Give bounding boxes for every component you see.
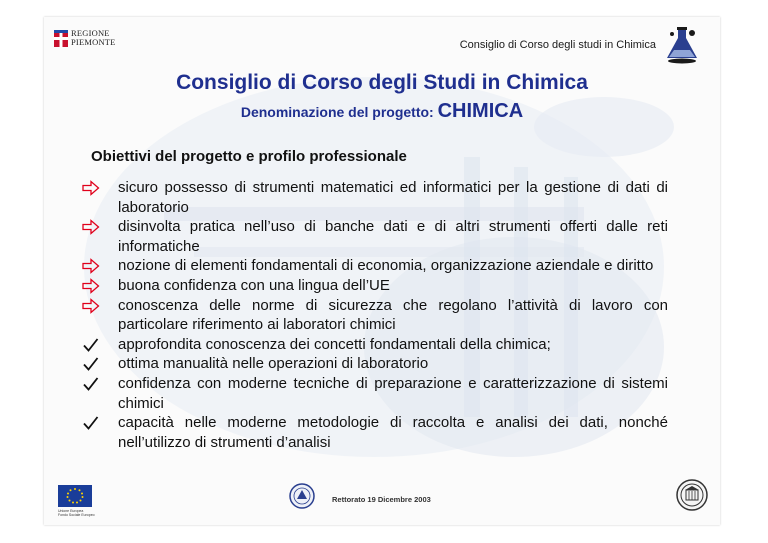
arrow-icon: [82, 298, 100, 314]
list-item-text: confidenza con moderne tecniche di preparazione e caratterizzazione di sistemi chimici: [118, 374, 668, 412]
list-item: [82, 276, 668, 296]
arrow-icon: [82, 278, 100, 294]
logo-line-1: REGIONE: [71, 28, 110, 38]
arrow-icon: [82, 258, 100, 274]
logo-line-2: PIEMONTE: [71, 37, 116, 47]
project-name-value: CHIMICA: [437, 100, 524, 122]
list-item-text: buona confidenza con una lingua dell’UE: [118, 276, 390, 294]
regione-piemonte-logo: [54, 27, 124, 49]
check-icon: [82, 415, 100, 431]
eu-flag-icon: [58, 485, 92, 507]
footer-caption: Rettorato 19 Dicembre 2003: [332, 495, 431, 504]
list-item: [82, 296, 668, 335]
list-item-text: capacità nelle moderne metodologie di raccolta e analisi dei dati, nonché nell’utilizzo di strumenti d’analisi: [118, 414, 668, 451]
list-item-text: disinvolta pratica nell’uso di banche dati e di altri strumenti offerti dalle reti informatiche: [118, 218, 668, 255]
project-name-label: Denominazione del progetto:: [240, 104, 434, 120]
list-item-text: sicuro possesso di strumenti matematici ed informatici per la gestione di dati di laboratorio: [118, 179, 668, 216]
chemistry-flask-icon: [662, 25, 702, 65]
list-item: [82, 335, 668, 355]
arrow-icon: [82, 180, 100, 196]
institution-seal-icon: [676, 479, 708, 511]
objectives-list: [82, 178, 668, 452]
check-icon: [82, 337, 100, 353]
list-item: [82, 178, 668, 217]
list-item-text: conoscenza delle norme di sicurezza che regolano l’attività di lavoro con particolare riferimento ai laboratori chimici: [118, 296, 668, 334]
list-item-text: nozione di elementi fondamentali di economia, organizzazione aziendale e diritto: [118, 257, 654, 275]
list-item: [82, 354, 668, 374]
list-item: [82, 217, 668, 256]
check-icon: [82, 356, 100, 372]
arrow-icon: [82, 219, 100, 235]
list-item: [82, 413, 668, 452]
university-seal-icon: [289, 483, 315, 509]
list-item: [82, 374, 668, 413]
eu-caption-line-2: Fondo Sociale Europeo: [58, 513, 95, 517]
list-item-text: approfondita conoscenza dei concetti fondamentali della chimica;: [118, 335, 551, 353]
piemonte-flag-icon: [54, 30, 68, 47]
list-item-text: ottima manualità nelle operazioni di laboratorio: [118, 355, 429, 373]
section-heading: Obiettivi del progetto e profilo professionale: [91, 148, 407, 165]
page-title: Consiglio di Corso degli Studi in Chimica: [176, 71, 588, 94]
check-icon: [82, 376, 100, 392]
eu-caption: [58, 509, 98, 517]
eu-caption-line-1: Unione Europea: [58, 509, 84, 513]
header-caption: Consiglio di Corso degli studi in Chimica: [459, 39, 656, 51]
list-item: [82, 256, 668, 276]
project-name: [44, 100, 720, 123]
slide: [44, 17, 720, 525]
